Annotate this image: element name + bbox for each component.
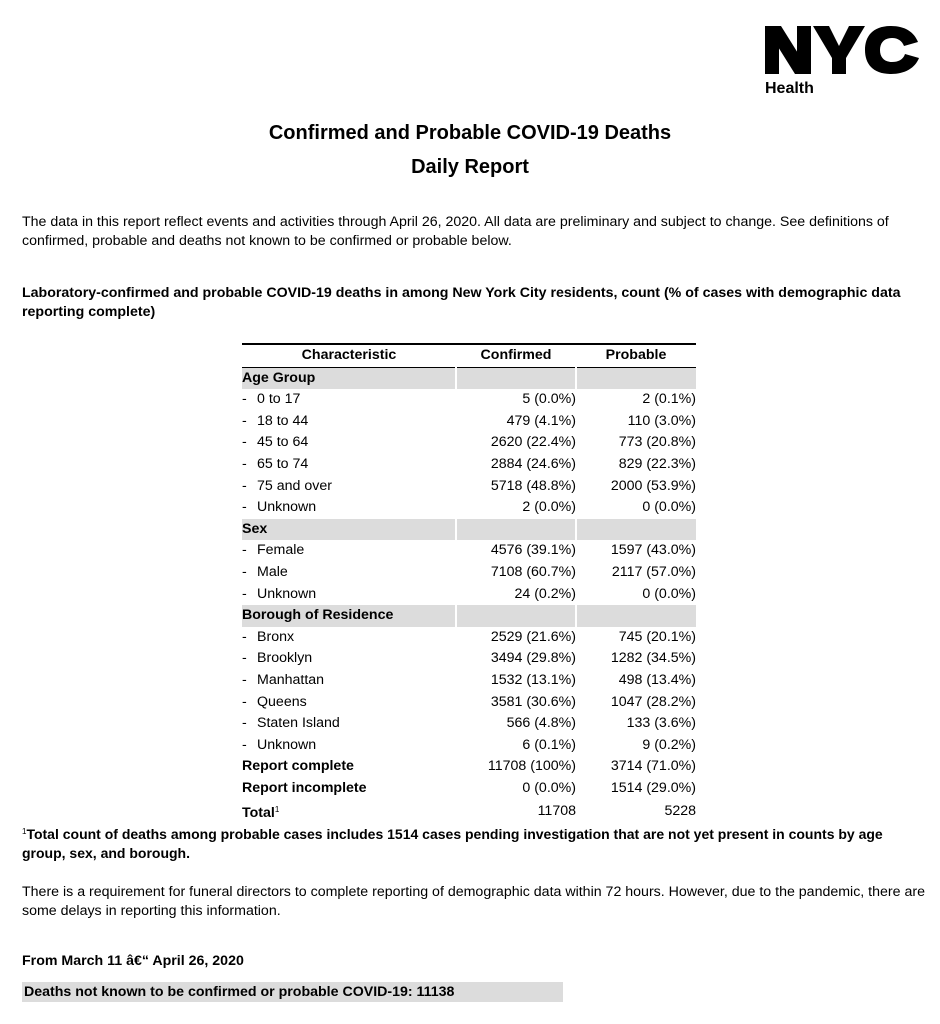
- row-label-text: 0 to 17: [257, 391, 301, 408]
- report-incomplete-row: [242, 778, 696, 800]
- confirmed-cell: 11708 (100%): [487, 758, 576, 775]
- row-label-text: Female: [257, 542, 305, 559]
- row-label: [242, 476, 456, 498]
- row-label: [242, 627, 456, 649]
- confirmed-cell: 5718 (48.8%): [490, 477, 576, 494]
- row-label-text: Queens: [257, 693, 307, 710]
- dash: -: [242, 671, 247, 688]
- probable-cell: 773 (20.8%): [618, 434, 696, 451]
- footnote-marker: 1: [274, 805, 280, 815]
- table-row: [242, 584, 696, 606]
- dash: -: [242, 391, 247, 408]
- nyc-health-logo: [763, 22, 923, 104]
- row-label: [242, 735, 456, 757]
- table-row: [242, 389, 696, 411]
- probable-cell: 498 (13.4%): [618, 671, 696, 688]
- group-label: Borough of Residence: [242, 605, 456, 627]
- row-label-text: Total: [242, 805, 275, 822]
- header-probable: Probable: [576, 344, 696, 367]
- confirmed-cell: 2620 (22.4%): [490, 434, 576, 451]
- probable-cell: 3714 (71.0%): [610, 758, 696, 775]
- dash: -: [242, 542, 247, 559]
- table-row: [242, 670, 696, 692]
- dash: -: [242, 499, 247, 516]
- confirmed-cell: 11708: [537, 803, 576, 820]
- deaths-not-known-line: Deaths not known to be confirmed or probable COVID-19: 11138: [22, 982, 563, 1002]
- header-characteristic: Characteristic: [242, 344, 456, 367]
- dash: -: [242, 585, 247, 602]
- table-row: [242, 648, 696, 670]
- confirmed-cell: 1532 (13.1%): [490, 671, 576, 688]
- probable-cell: 133 (3.6%): [626, 715, 696, 732]
- group-label: Age Group: [242, 367, 456, 389]
- probable-cell: 0 (0.0%): [642, 499, 696, 516]
- group-filler: [576, 367, 696, 389]
- row-label-text: Staten Island: [257, 715, 340, 732]
- probable-cell: 2 (0.1%): [642, 391, 696, 408]
- footnote-marker: 1: [22, 827, 27, 836]
- group-row-sex: [242, 519, 696, 541]
- row-label-text: Manhattan: [257, 671, 325, 688]
- table-row: [242, 692, 696, 714]
- deaths-table: [242, 343, 696, 825]
- nyc-logo-icon: [763, 22, 923, 80]
- group-row-age: [242, 367, 696, 389]
- table-row: [242, 735, 696, 757]
- confirmed-cell: 3494 (29.8%): [490, 650, 576, 667]
- confirmed-cell: 0 (0.0%): [522, 779, 576, 796]
- dash: -: [242, 693, 247, 710]
- dash: -: [242, 434, 247, 451]
- group-filler: [576, 519, 696, 541]
- confirmed-cell: 2529 (21.6%): [490, 628, 576, 645]
- dash: -: [242, 563, 247, 580]
- row-label-text: 65 to 74: [257, 455, 309, 472]
- dash: -: [242, 715, 247, 732]
- probable-cell: 1514 (29.0%): [610, 779, 696, 796]
- dash: -: [242, 650, 247, 667]
- table-row: [242, 540, 696, 562]
- row-label-text: Brooklyn: [257, 650, 313, 667]
- row-label-text: 75 and over: [257, 477, 332, 494]
- row-label-text: Unknown: [257, 736, 317, 753]
- table-row: [242, 713, 696, 735]
- confirmed-cell: 6 (0.1%): [522, 736, 576, 753]
- table-row: [242, 411, 696, 433]
- group-filler: [456, 605, 576, 627]
- table-row: [242, 627, 696, 649]
- report-title: Confirmed and Probable COVID-19 Deaths: [268, 122, 672, 144]
- row-label-text: Bronx: [257, 628, 295, 645]
- group-label: Sex: [242, 519, 456, 541]
- confirmed-cell: 479 (4.1%): [506, 412, 576, 429]
- probable-cell: 1597 (43.0%): [610, 542, 696, 559]
- dash: -: [242, 477, 247, 494]
- probable-cell: 829 (22.3%): [618, 455, 696, 472]
- row-label: [242, 411, 456, 433]
- probable-cell: 0 (0.0%): [642, 585, 696, 602]
- date-range: From March 11 â€“ April 26, 2020: [22, 953, 244, 969]
- dash: -: [242, 455, 247, 472]
- row-label: [242, 389, 456, 411]
- row-label: [242, 648, 456, 670]
- confirmed-cell: 5 (0.0%): [522, 391, 576, 408]
- row-label: [242, 692, 456, 714]
- row-label-text: Unknown: [257, 585, 317, 602]
- confirmed-cell: 7108 (60.7%): [490, 563, 576, 580]
- probable-cell: 9 (0.2%): [642, 736, 696, 753]
- probable-cell: 1282 (34.5%): [610, 650, 696, 667]
- dash: -: [242, 628, 247, 645]
- logo-health-word: Health: [765, 80, 814, 97]
- probable-cell: 2000 (53.9%): [610, 477, 696, 494]
- group-filler: [456, 519, 576, 541]
- table-row: [242, 476, 696, 498]
- row-label: [242, 584, 456, 606]
- table-row: [242, 497, 696, 519]
- probable-cell: 745 (20.1%): [618, 628, 696, 645]
- probable-cell: 5228: [664, 803, 696, 820]
- confirmed-cell: 2 (0.0%): [522, 499, 576, 516]
- row-label: [242, 670, 456, 692]
- intro-paragraph: The data in this report reflect events and activities through April 26, 2020. All data are preliminary and subject to change. See definitions of confirmed, probable and deaths not known to be confirmed or probable below.: [22, 214, 889, 249]
- dash: -: [242, 412, 247, 429]
- row-label: Report incomplete: [242, 779, 367, 796]
- table-row: [242, 454, 696, 476]
- row-label: [242, 562, 456, 584]
- footnote-text: Total count of deaths among probable cases includes 1514 cases pending investigation that are not yet present in counts by age group, sex, and borough.: [22, 826, 883, 861]
- row-label-text: 18 to 44: [257, 412, 309, 429]
- row-label-text: 45 to 64: [257, 434, 309, 451]
- table-header-row: [242, 344, 696, 367]
- row-label: [242, 713, 456, 735]
- probable-cell: 1047 (28.2%): [610, 693, 696, 710]
- probable-cell: 110 (3.0%): [627, 412, 696, 429]
- dash: -: [242, 736, 247, 753]
- group-filler: [456, 367, 576, 389]
- header-confirmed: Confirmed: [456, 344, 576, 367]
- footnote: [22, 822, 927, 863]
- confirmed-cell: 566 (4.8%): [506, 715, 576, 732]
- row-label: [242, 497, 456, 519]
- row-label: [242, 454, 456, 476]
- confirmed-cell: 24 (0.2%): [514, 585, 576, 602]
- row-label: Report complete: [242, 758, 354, 775]
- row-label-text: Unknown: [257, 499, 317, 516]
- confirmed-cell: 3581 (30.6%): [490, 693, 576, 710]
- group-row-borough: [242, 605, 696, 627]
- table-row: [242, 432, 696, 454]
- table-heading: Laboratory-confirmed and probable COVID-19 deaths in among New York City residents, count (% of cases with demographic data reporting complete): [22, 285, 901, 320]
- group-filler: [576, 605, 696, 627]
- report-complete-row: [242, 756, 696, 778]
- table-row: [242, 562, 696, 584]
- funeral-note: There is a requirement for funeral directors to complete reporting of demographic data within 72 hours. However, due to the pandemic, there are some delays in reporting this information.: [22, 884, 925, 919]
- confirmed-cell: 4576 (39.1%): [490, 542, 576, 559]
- probable-cell: 2117 (57.0%): [611, 563, 696, 580]
- confirmed-cell: 2884 (24.6%): [490, 455, 576, 472]
- report-subtitle: Daily Report: [411, 156, 529, 178]
- row-label-text: Male: [257, 563, 288, 580]
- row-label: [242, 432, 456, 454]
- row-label: [242, 540, 456, 562]
